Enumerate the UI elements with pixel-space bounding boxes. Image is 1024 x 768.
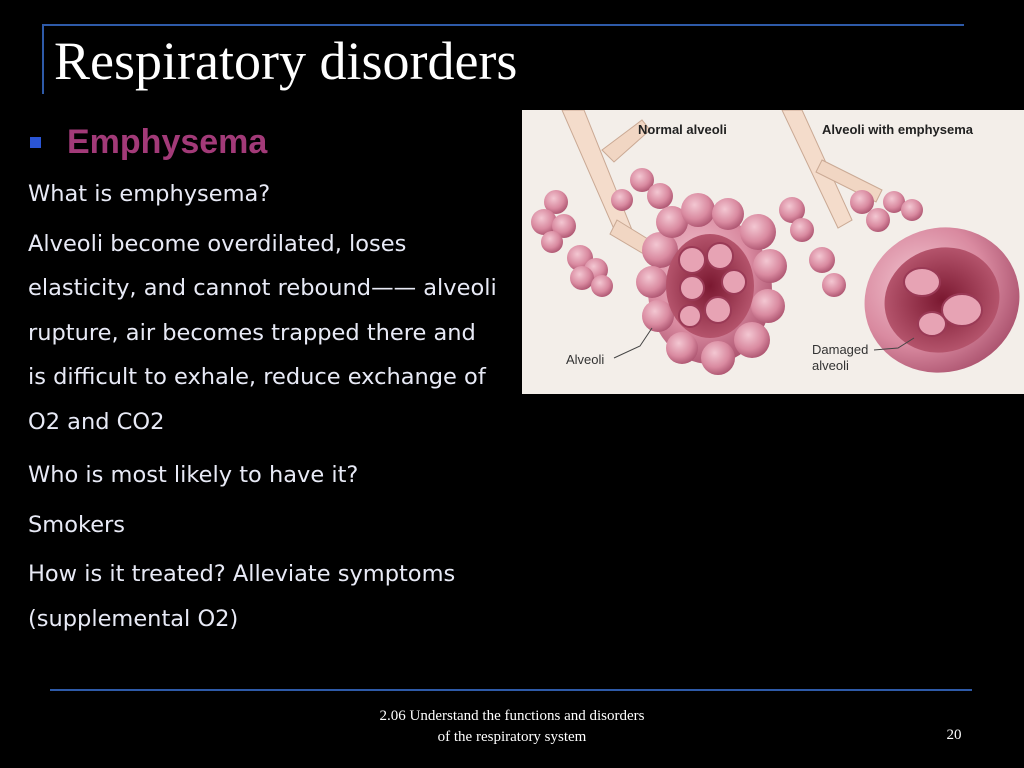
treatment-text: How is it treated? Alleviate symptoms (supplemental O2) [28, 561, 456, 632]
footer-line-1: 2.06 Understand the functions and disorders [379, 708, 645, 724]
question-who: Who is most likely to have it? [28, 462, 359, 488]
footer-line-2: of the respiratory system [437, 729, 587, 745]
title-rule-left [42, 24, 44, 94]
page-number: 20 [946, 727, 962, 743]
heading-row [30, 120, 267, 164]
alveoli-drawing [522, 110, 1024, 394]
label-alveoli-emphysema: Alveoli with emphysema [822, 122, 973, 137]
square-bullet-icon [30, 137, 41, 148]
alveoli-illustration [522, 110, 1024, 394]
label-normal-alveoli: Normal alveoli [638, 122, 727, 137]
label-damaged-alveoli: alveoli [812, 358, 849, 373]
question-what: What is emphysema? [28, 181, 271, 207]
label-alveoli: Alveoli [566, 352, 605, 367]
section-heading: Emphysema [67, 122, 268, 161]
title-rule-top [42, 24, 964, 26]
footer-text [332, 706, 692, 748]
answer-who: Smokers [28, 511, 126, 538]
normal-alveoli-cluster [636, 193, 787, 375]
emphysema-alveoli [846, 207, 1024, 392]
slide-body [28, 172, 498, 650]
footer-rule [50, 689, 972, 691]
bronchiole-left [562, 110, 632, 236]
definition-text: Alveoli become overdilated, loses elasticity, and cannot rebound—— alveoli rupture, air becomes trapped there and is difficult to exhale, reduce exchange of O2 and CO2 [28, 230, 497, 435]
slide-title: Respiratory disorders [54, 31, 518, 91]
label-damaged: Damaged [812, 342, 869, 357]
